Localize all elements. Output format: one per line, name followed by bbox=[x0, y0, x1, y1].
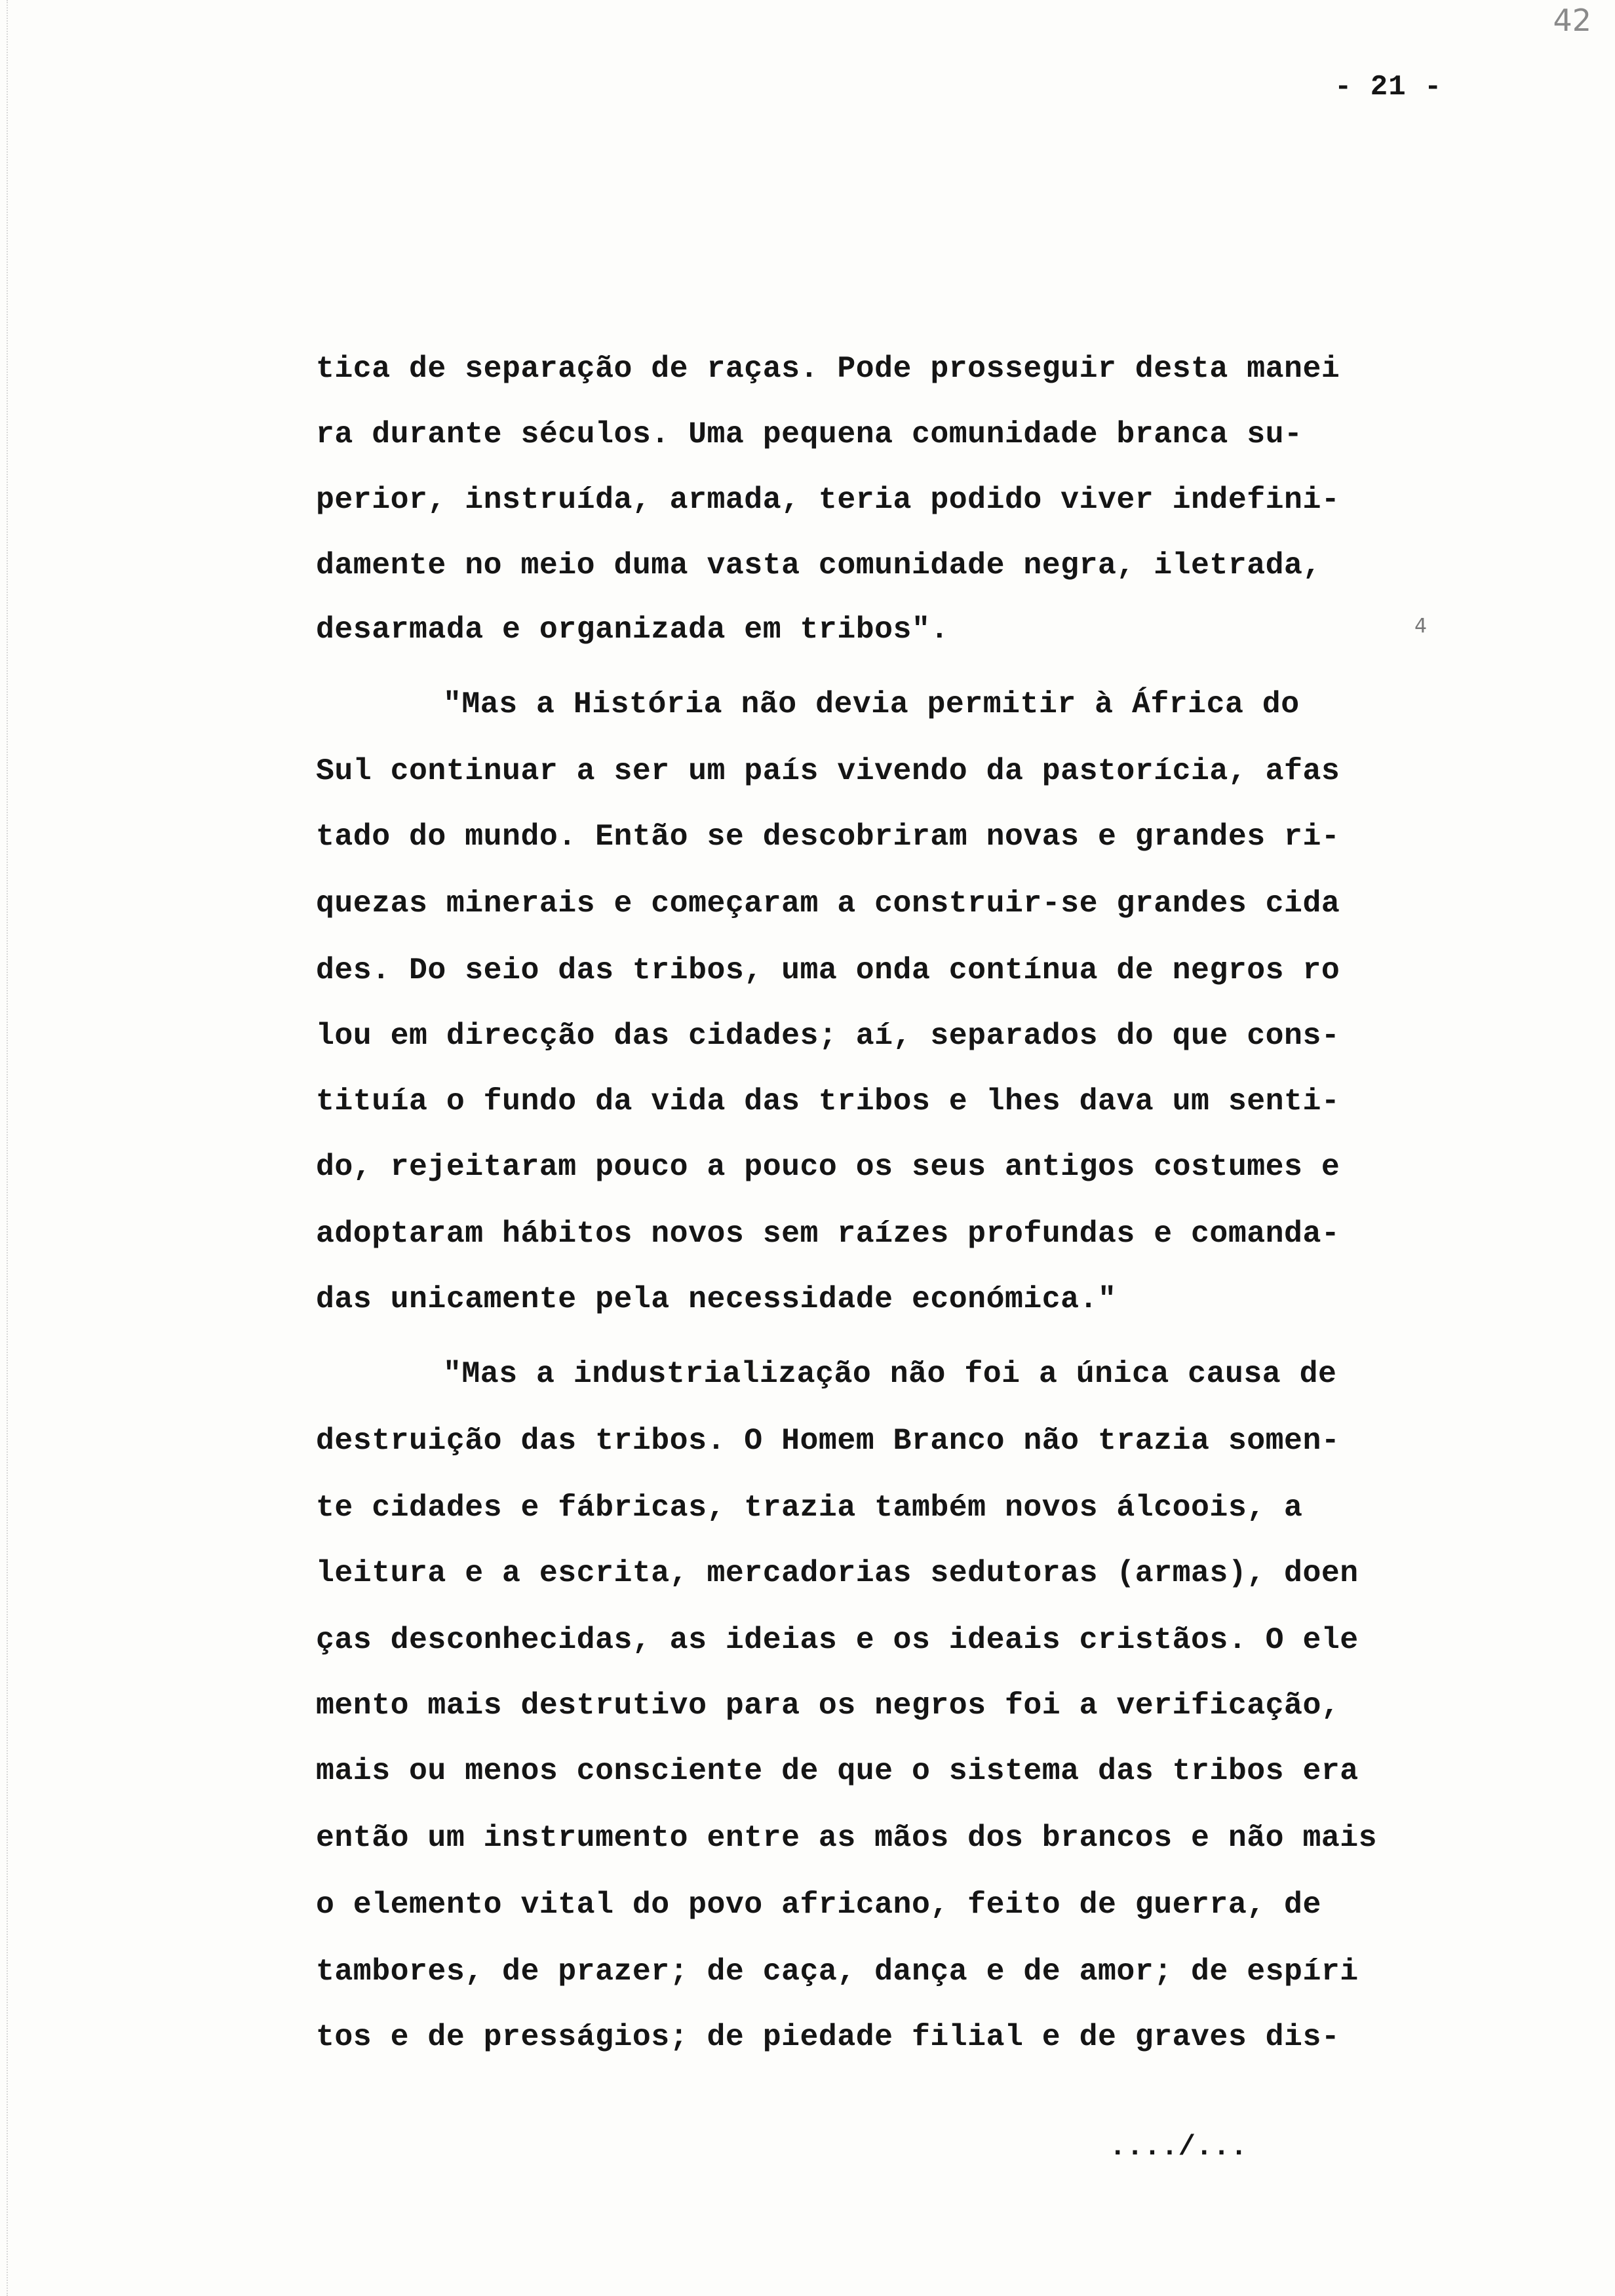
text-line: tambores, de prazer; de caça, dança e de amor; de espíri bbox=[316, 1954, 1359, 1989]
text-line: tituía o fundo da vida das tribos e lhes dava um senti- bbox=[316, 1084, 1340, 1119]
text-line: adoptaram hábitos novos sem raízes profundas e comanda- bbox=[316, 1216, 1340, 1251]
page-number: - 21 - bbox=[1334, 71, 1443, 104]
text-line: damente no meio duma vasta comunidade negra, iletrada, bbox=[316, 548, 1321, 583]
text-line: tos e de presságios; de piedade filial e de graves dis- bbox=[316, 2019, 1340, 2054]
text-line: mais ou menos consciente de que o sistema das tribos era bbox=[316, 1753, 1359, 1788]
scan-edge bbox=[0, 0, 8, 2296]
text-line: tica de separação de raças. Pode prosseguir desta manei bbox=[316, 351, 1340, 386]
text-line: ra durante séculos. Uma pequena comunidade branca su- bbox=[316, 417, 1303, 451]
text-line: "Mas a História não devia permitir à África do bbox=[443, 687, 1300, 721]
text-line: leitura e a escrita, mercadorias sedutoras (armas), doen bbox=[316, 1556, 1359, 1590]
text-line: quezas minerais e começaram a construir-se grandes cida bbox=[316, 886, 1340, 921]
text-line: o elemento vital do povo africano, feito de guerra, de bbox=[316, 1887, 1321, 1922]
text-line: do, rejeitaram pouco a pouco os seus antigos costumes e bbox=[316, 1149, 1340, 1184]
text-line: des. Do seio das tribos, uma onda contínua de negros ro bbox=[316, 953, 1340, 987]
archive-page-number: 42 bbox=[1553, 3, 1591, 38]
text-line: te cidades e fábricas, trazia também novos álcoois, a bbox=[316, 1490, 1303, 1525]
text-line: das unicamente pela necessidade económica." bbox=[316, 1282, 1117, 1316]
text-line: perior, instruída, armada, teria podido viver indefini- bbox=[316, 482, 1340, 517]
text-line: então um instrumento entre as mãos dos brancos e não mais bbox=[316, 1820, 1378, 1855]
text-line: desarmada e organizada em tribos". bbox=[316, 612, 949, 647]
text-line: tado do mundo. Então se descobriram novas e grandes ri- bbox=[316, 819, 1340, 854]
text-line: "Mas a industrialização não foi a única causa de bbox=[443, 1356, 1337, 1391]
continuation-marker: ..../... bbox=[1109, 2131, 1248, 2164]
text-line: lou em direcção das cidades; aí, separados do que cons- bbox=[316, 1018, 1340, 1053]
text-line: destruição das tribos. O Homem Branco não trazia somen- bbox=[316, 1423, 1340, 1458]
text-line: mento mais destrutivo para os negros foi a verificação, bbox=[316, 1688, 1340, 1723]
text-line: ças desconhecidas, as ideias e os ideais cristãos. O ele bbox=[316, 1622, 1359, 1657]
text-line: Sul continuar a ser um país vivendo da pastorícia, afas bbox=[316, 754, 1340, 788]
margin-mark: 4 bbox=[1414, 615, 1428, 638]
